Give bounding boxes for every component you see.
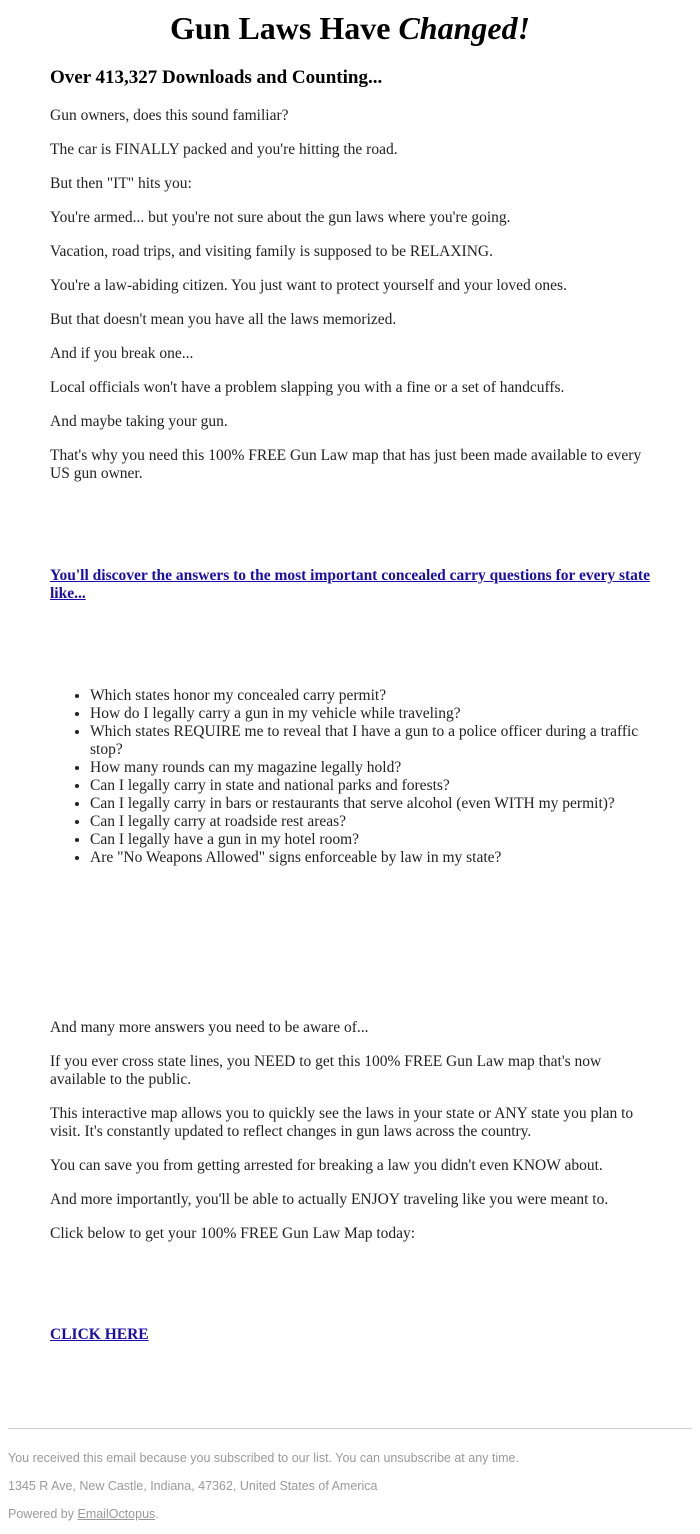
list-item: • Are "No Weapons Allowed" signs enforceable by law in my state?	[90, 849, 650, 867]
intro-paragraph: Local officials won't have a problem slapping you with a fine or a set of handcuffs.	[50, 379, 565, 396]
list-item: • Can I legally carry at roadside rest areas?	[90, 813, 650, 831]
intro-paragraph: Vacation, road trips, and visiting family is supposed to be RELAXING.	[50, 243, 493, 260]
intro-paragraph: But then "IT" hits you:	[50, 175, 192, 192]
outro-paragraph: If you ever cross state lines, you NEED to get this 100% FREE Gun Law map that's now available to the public.	[50, 1053, 602, 1088]
footer-address: 1345 R Ave, New Castle, Indiana, 47362, United States of America	[8, 1479, 378, 1493]
intro-paragraph: Gun owners, does this sound familiar?	[50, 107, 289, 124]
intro-paragraph: But that doesn't mean you have all the laws memorized.	[50, 311, 397, 328]
intro-paragraph: That's why you need this 100% FREE Gun Law map that has just been made available to every US gun owner.	[50, 447, 642, 482]
outro-paragraph: And many more answers you need to be aware of...	[50, 1019, 369, 1036]
outro-paragraph: This interactive map allows you to quickly see the laws in your state or ANY state you plan to visit. It's constantly updated to reflect changes in gun laws across the country.	[50, 1105, 634, 1140]
cta-paragraph	[50, 1326, 650, 1344]
outro-paragraph: Click below to get your 100% FREE Gun Law Map today:	[50, 1225, 416, 1242]
title-main: Gun Laws Have	[169, 10, 399, 46]
footer-notice: You received this email because you subscribed to our list. You can unsubscribe at any time.	[8, 1451, 519, 1465]
list-item: • Can I legally carry in state and national parks and forests?	[90, 777, 650, 795]
intro-paragraph: You're a law-abiding citizen. You just want to protect yourself and your loved ones.	[50, 277, 567, 294]
intro-paragraph: You're armed... but you're not sure about the gun laws where you're going.	[50, 209, 511, 226]
discover-paragraph	[50, 567, 650, 603]
list-item: • Can I legally have a gun in my hotel room?	[90, 831, 650, 849]
list-item: • How do I legally carry a gun in my vehicle while traveling?	[90, 705, 650, 723]
intro-paragraph: And maybe taking your gun.	[50, 413, 228, 430]
page-title	[0, 0, 700, 47]
list-item: • Can I legally carry in bars or restaurants that serve alcohol (even WITH my permit)?	[90, 795, 650, 813]
downloads-subtitle: Over 413,327 Downloads and Counting...	[50, 67, 383, 88]
list-item: • Which states honor my concealed carry permit?	[90, 687, 650, 705]
intro-paragraph: The car is FINALLY packed and you're hitting the road.	[50, 141, 398, 158]
powered-prefix: Powered by	[8, 1507, 78, 1521]
list-item: • How many rounds can my magazine legally hold?	[90, 759, 650, 777]
questions-list	[50, 687, 650, 867]
click-here-link[interactable]: CLICK HERE	[50, 1326, 149, 1343]
footer-divider	[8, 1428, 692, 1429]
outro-paragraph: And more importantly, you'll be able to actually ENJOY traveling like you were meant to.	[50, 1191, 609, 1208]
footer-powered-by	[8, 1506, 159, 1522]
intro-paragraph: And if you break one...	[50, 345, 194, 362]
discover-answers-link[interactable]: You'll discover the answers to the most important concealed carry questions for every state like...	[50, 567, 650, 602]
list-item: • Which states REQUIRE me to reveal that I have a gun to a police officer during a traffic stop?	[90, 723, 650, 759]
outro-paragraph: You can save you from getting arrested for breaking a law you didn't even KNOW about.	[50, 1157, 603, 1174]
emailoctopus-link[interactable]: EmailOctopus	[77, 1507, 156, 1521]
powered-suffix: .	[155, 1507, 159, 1521]
title-emphasis: Changed!	[398, 10, 531, 46]
